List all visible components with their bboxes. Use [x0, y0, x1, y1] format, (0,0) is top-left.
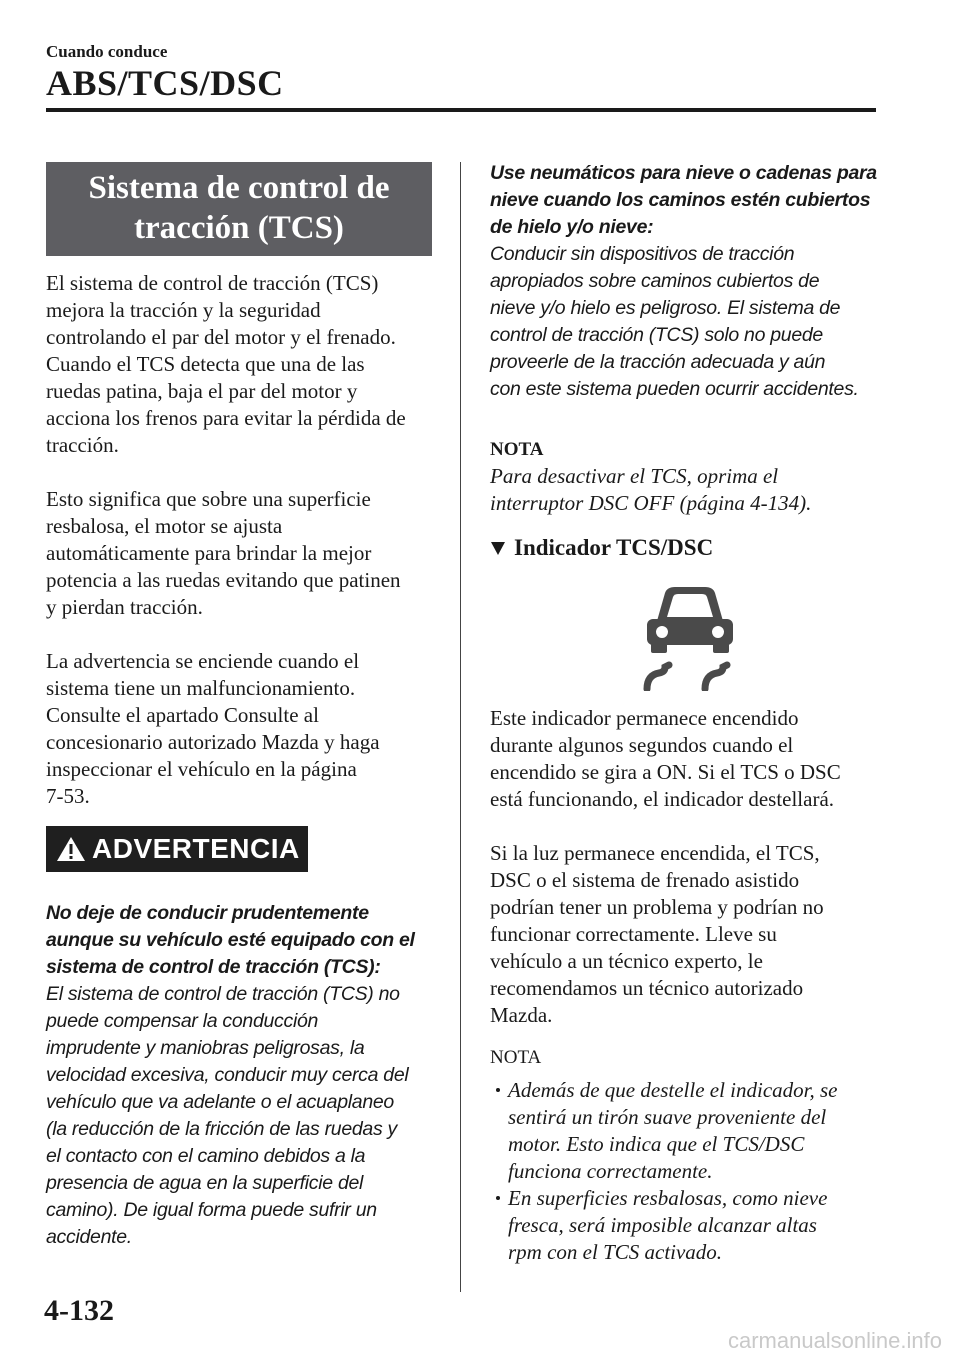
right-column: [490, 160, 890, 1266]
watermark: carmanualsonline.info: [727, 1328, 942, 1353]
skidding-car-icon: [635, 579, 745, 691]
warning-label: ADVERTENCIA: [92, 833, 300, 864]
paragraph-indicator-on: Este indicador permanece encendido durante algunos segundos cuando el encendido se gira a ON. Si el TCS o DSC está funcionando, el indicador destellará.: [490, 706, 841, 811]
list-item: [490, 1077, 890, 1185]
nota-label: NOTA: [490, 439, 544, 460]
section-banner: Sistema de control de tracción (TCS): [46, 162, 432, 256]
list-item-text: En superficies resbalosas, como nieve fresca, será imposible alcanzar altas rpm con el TCS activado.: [508, 1186, 828, 1264]
nota-bullet-list: [490, 1077, 890, 1266]
bullet-dot-icon: [496, 1088, 500, 1092]
list-item-text: Además de que destelle el indicador, se sentirá un tirón suave proveniente del motor. Esto indica que el TCS/DSC funciona correctamente.: [508, 1078, 838, 1183]
bullet-dot-icon: [496, 1196, 500, 1200]
list-item: [490, 1185, 890, 1266]
header-rule: [46, 108, 876, 112]
paragraph-light-stays-on: Si la luz permanece encendida, el TCS, DSC o el sistema de frenado asistido podrían tener un problema y podrían no funcionar correctamente. Lleve su vehículo a un técnico experto, le recomendamos un técnico autorizado Mazda.: [490, 841, 824, 1027]
caution-bold-text: Use neumáticos para nieve o cadenas para nieve cuando los caminos estén cubiertos de hielo y/o nieve:: [490, 162, 877, 238]
column-divider: [460, 162, 461, 1292]
triangle-down-icon: [490, 540, 506, 556]
warning-triangle-icon: [56, 835, 86, 863]
paragraph-tcs-intro: El sistema de control de tracción (TCS) mejora la tracción y la seguridad controlando el par del motor y el frenado. Cuando el TCS detecta que una de las ruedas patina, baja el par del motor y acciona los frenos para evitar la pérdida de tracción.: [46, 271, 406, 457]
indicator-figure: [490, 579, 890, 691]
paragraph-warning-light: La advertencia se enciende cuando el sistema tiene un malfuncionamiento. Consulte el apartado Consulte al concesionario autorizado Mazda y haga inspeccionar el vehículo en la página 7-53.: [46, 649, 380, 808]
warning-bold-text: No deje de conducir prudentemente aunque su vehículo esté equipado con el sistema de control de tracción (TCS):: [46, 902, 415, 978]
page-title: ABS/TCS/DSC: [46, 63, 284, 103]
page-number: 4-132: [44, 1294, 114, 1327]
warning-body-text: El sistema de control de tracción (TCS) no puede compensar la conducción imprudente y maniobras peligrosas, la velocidad excesiva, conducir muy cerca del vehículo que va adelante o el acuaplaneo (la reducción de la fricción de las ruedas y el contacto con el camino debidos a la presencia de agua en la superficie del camino). De igual forma puede sufrir un accidente.: [46, 983, 409, 1248]
subheading-text: Indicador TCS/DSC: [514, 535, 714, 560]
section-label: Cuando conduce: [46, 42, 168, 61]
paragraph-slippery-surface: Esto significa que sobre una superficie resbalosa, el motor se ajusta automáticamente para brindar la mejor potencia a las ruedas evitando que patinen y pierdan tracción.: [46, 487, 401, 619]
left-column: [46, 162, 436, 1251]
nota-text: Para desactivar el TCS, oprima el interruptor DSC OFF (página 4-134).: [490, 464, 812, 515]
nota-label-2: NOTA: [490, 1047, 542, 1068]
warning-box: [46, 826, 308, 872]
subheading-indicator: [490, 535, 890, 561]
caution-body-text: Conducir sin dispositivos de tracción apropiados sobre caminos cubiertos de nieve y/o hielo es peligroso. El sistema de control de tracción (TCS) solo no puede proveerle de la tracción adecuada y aún con este sistema pueden ocurrir accidentes.: [490, 243, 859, 400]
